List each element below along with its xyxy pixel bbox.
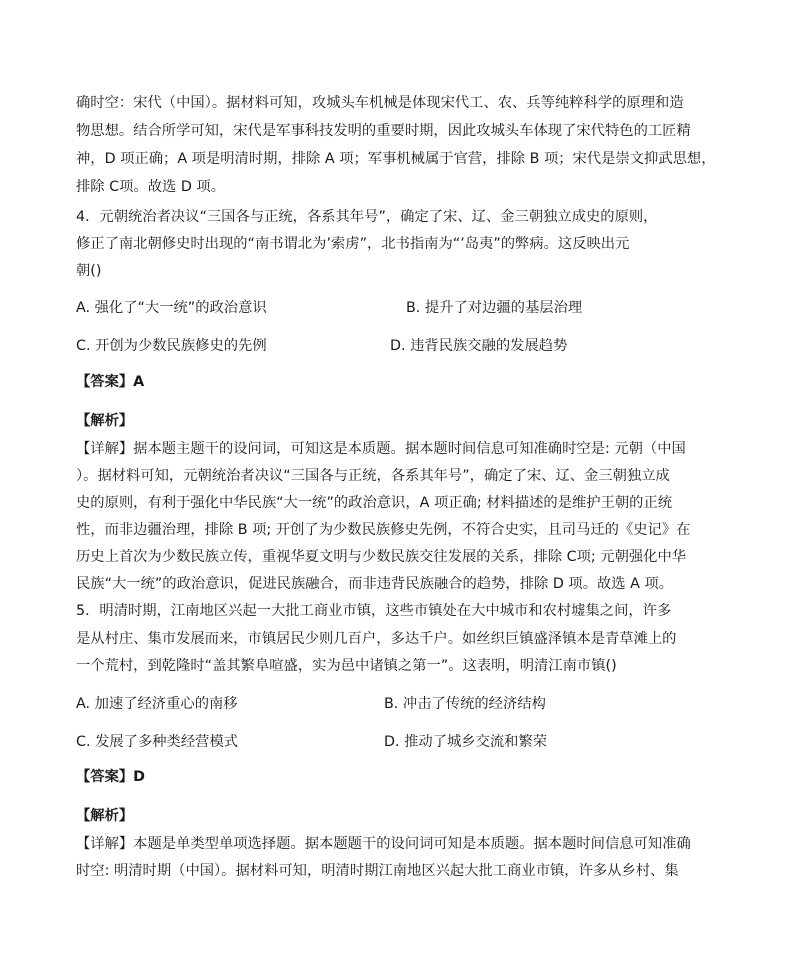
q3-analysis-line-3: 神，D 项正确；A 项是明清时期，排除 A 项；军事机械属于官营，排除 B 项；宋代是崇文抑武思想，	[76, 151, 716, 167]
q5-option-c: C. 发展了多种类经营模式	[76, 734, 239, 750]
q4-option-d: D. 违背民族交融的发展趋势	[390, 338, 568, 354]
q4-analysis-title: 【解析】	[76, 413, 134, 429]
q4-option-c: C. 开创为少数民族修史的先例	[76, 338, 267, 354]
q5-analysis-line-2: 时空: 明清时期（中国）。据材料可知，明清时期江南地区兴起大批工商业市镇，许多从乡村、集	[76, 863, 679, 879]
q5-option-b: B. 冲击了传统的经济结构	[384, 696, 546, 712]
q3-analysis-line-1: 确时空：宋代（中国）。据材料可知，攻城头车机械是体现宋代工、农、兵等纯粹科学的原理和造	[76, 95, 684, 111]
q4-analysis-line-6: 民族“大一统”的政治意识，促进民族融合，而非违背民族融合的趋势，排除 D 项。故选 A 项。	[76, 576, 674, 592]
q4-option-a: A. 强化了“大一统”的政治意识	[76, 300, 267, 316]
q4-analysis-line-3: 史的原则，有利于强化中华民族“大一统”的政治意识，A 项正确; 材料描述的是维护王朝的正统	[76, 495, 673, 511]
q5-analysis-title: 【解析】	[76, 808, 134, 824]
q5-option-d: D. 推动了城乡交流和繁荣	[384, 734, 548, 750]
q4-option-b: B. 提升了对边疆的基层治理	[406, 300, 583, 316]
q4-analysis-line-2: ）。据材料可知，元朝统治者决议“三国各与正统，各系其年号”，确定了宋、辽、金三朝独立成	[76, 468, 670, 484]
q4-analysis-line-1: 【详解】据本题主题干的设问词，可知这是本质题。据本题时间信息可知准确时空是: 元朝（中国	[76, 441, 686, 457]
q5-stem-line-3: 一个荒村，到乾隆时“盖其繁阜喧盛，实为邑中诸镇之第一”。这表明，明清江南市镇()	[76, 658, 617, 674]
q5-option-a: A. 加速了经济重心的南移	[76, 696, 238, 712]
q4-stem-line-3: 朝()	[76, 263, 102, 279]
q5-answer: 【答案】D	[76, 769, 146, 785]
q3-analysis-line-2: 物思想。结合所学可知，宋代是军事科技发明的重要时期，因此攻城头车体现了宋代特色的工匠精	[76, 123, 691, 139]
q4-stem-line-1: 4．元朝统治者决议“三国各与正统，各系其年号”，确定了宋、辽、金三朝独立成史的原则，	[76, 209, 658, 225]
q4-answer: 【答案】A	[76, 374, 145, 390]
q4-analysis-line-5: 历史上首次为少数民族立传，重视华夏文明与少数民族交往发展的关系，排除 C项; 元朝强化中华	[76, 549, 687, 565]
q4-stem-line-2: 修正了南北朝修史时出现的“南书谓北为’索虏”，北书指南为“’岛夷”的弊病。这反映出元	[76, 236, 630, 252]
q4-analysis-line-4: 性，而非边疆治理，排除 B 项; 开创了为少数民族修史先例，不符合史实，且司马迁的《史记》在	[76, 522, 691, 538]
q5-stem-line-1: 5．明清时期，江南地区兴起一大批工商业市镇，这些市镇处在大中城市和农村墟集之间，许多	[76, 603, 672, 619]
q5-analysis-line-1: 【详解】本题是单类型单项选择题。据本题题干的设问词可知是本质题。据本题时间信息可知准确	[76, 836, 691, 852]
q5-stem-line-2: 是从村庄、集市发展而来，市镇居民少则几百户，多达千户。如丝织巨镇盛泽镇本是青草滩上的	[76, 631, 677, 647]
q3-analysis-line-4: 排除 C项。故选 D 项。	[76, 179, 225, 195]
